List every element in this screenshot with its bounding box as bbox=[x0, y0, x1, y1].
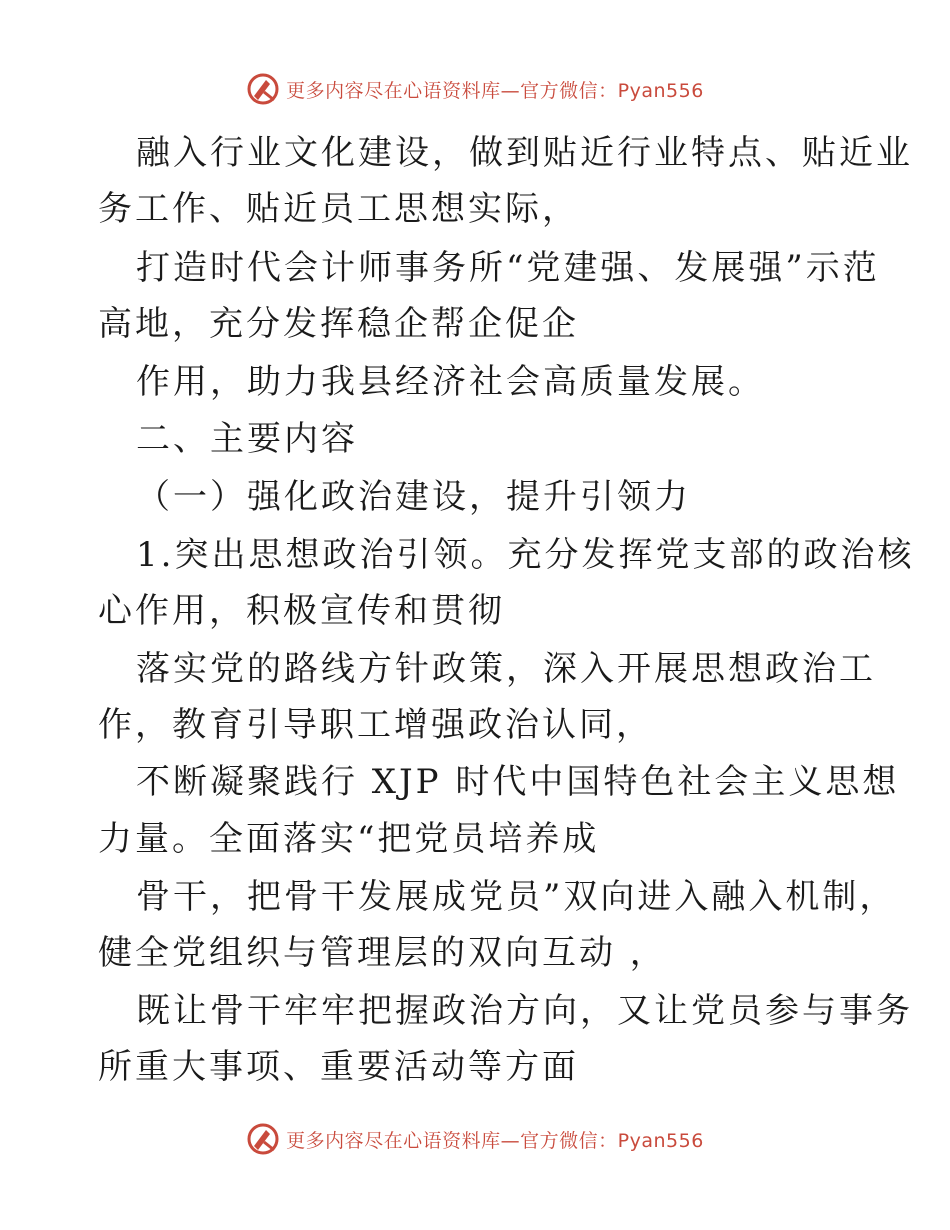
paragraph-line: 1.突出思想政治引领。充分发挥党支部的政治核 bbox=[136, 535, 915, 575]
paragraph-line: 力量。全面落实“把党员培养成 bbox=[98, 819, 600, 859]
paragraph-line: 务工作、贴近员工思想实际， bbox=[98, 189, 579, 229]
paragraph-line: 健全党组织与管理层的双向互动 ， bbox=[98, 933, 667, 973]
paragraph-line: 骨干，把骨干发展成党员”双向进入融入机制， bbox=[136, 877, 897, 917]
paragraph-line: 作，教育引导职工增强政治认同， bbox=[98, 705, 653, 745]
ribbon-logo-icon bbox=[246, 1122, 280, 1156]
ribbon-logo-icon bbox=[246, 72, 280, 106]
paragraph-line: 不断凝聚践行 XJP 时代中国特色社会主义思想 bbox=[136, 762, 900, 802]
header-banner bbox=[0, 72, 950, 106]
subsection-heading: （一）强化政治建设，提升引领力 bbox=[136, 477, 691, 517]
paragraph-line: 心作用，积极宣传和贯彻 bbox=[98, 591, 505, 631]
footer-banner-text: 更多内容尽在心语资料库—官方微信：Pyan556 bbox=[286, 1129, 704, 1152]
paragraph-line: 所重大事项、重要活动等方面 bbox=[98, 1047, 579, 1087]
paragraph-line: 落实党的路线方针政策，深入开展思想政治工 bbox=[136, 649, 876, 689]
paragraph-line: 作用，助力我县经济社会高质量发展。 bbox=[136, 362, 765, 402]
header-banner-text: 更多内容尽在心语资料库—官方微信：Pyan556 bbox=[286, 79, 704, 102]
section-heading: 二、主要内容 bbox=[136, 419, 358, 459]
paragraph-line: 融入行业文化建设，做到贴近行业特点、贴近业 bbox=[136, 133, 913, 173]
paragraph-line: 高地，充分发挥稳企帮企促企 bbox=[98, 304, 579, 344]
paragraph-line: 打造时代会计师事务所“党建强、发展强”示范 bbox=[136, 248, 880, 288]
footer-banner bbox=[0, 1122, 950, 1156]
paragraph-line: 既让骨干牢牢把握政治方向，又让党员参与事务 bbox=[136, 991, 913, 1031]
